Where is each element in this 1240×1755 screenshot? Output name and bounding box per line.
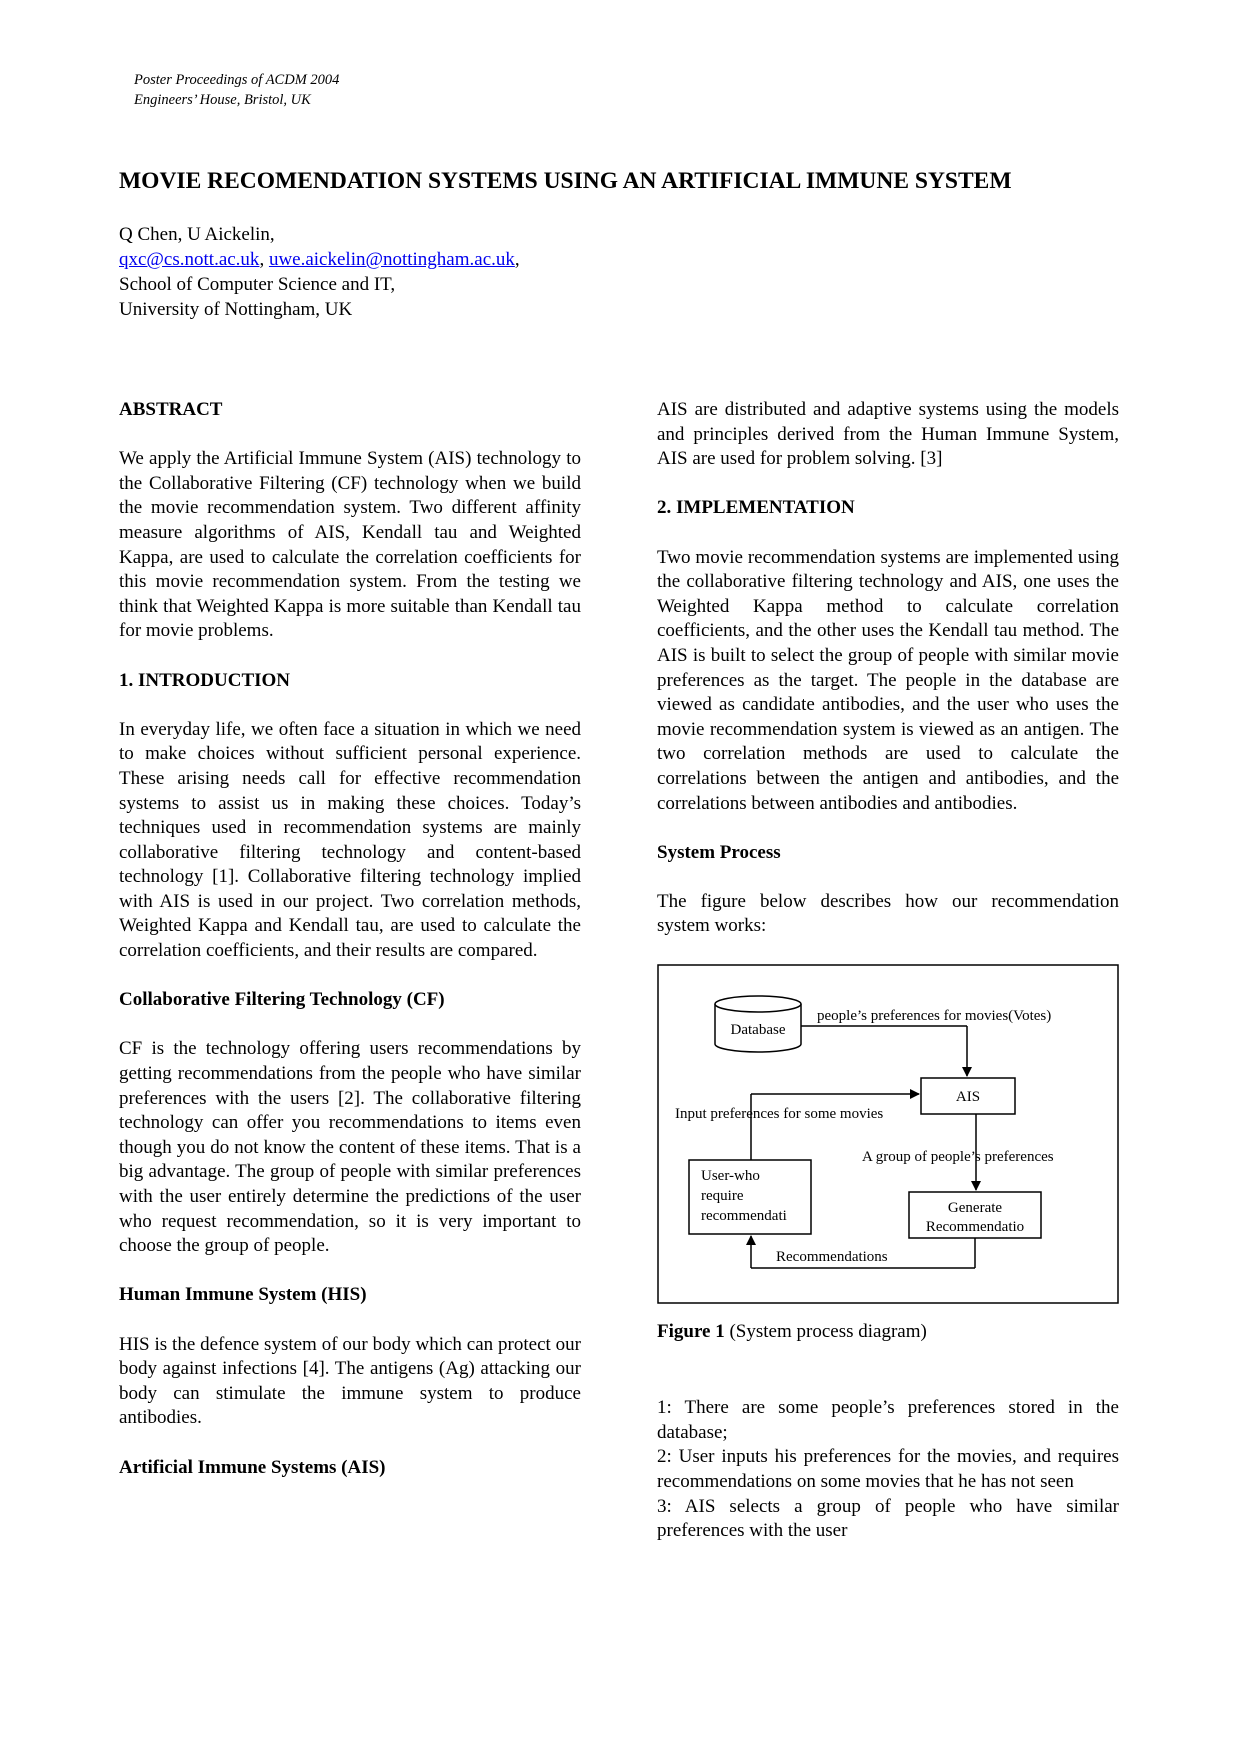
his-heading: Human Immune System (HIS): [119, 1284, 367, 1306]
cf-heading: Collaborative Filtering Technology (CF): [119, 989, 445, 1011]
group-label: A group of people’s preferences: [862, 1148, 1054, 1165]
author-names: Q Chen, U Aickelin,: [119, 224, 275, 245]
paper-title: MOVIE RECOMENDATION SYSTEMS USING AN ARTIFICIAL IMMUNE SYSTEM: [119, 168, 1012, 194]
right-column: [657, 398, 1119, 1544]
database-node: [715, 996, 801, 1052]
proceedings-venue: Engineers’ House, Bristol, UK: [134, 92, 311, 108]
figure-label: Figure 1: [657, 1320, 725, 1342]
generate-node-line1: Generate: [947, 1199, 1003, 1216]
email-link-aickelin[interactable]: uwe.aickelin@nottingham.ac.uk: [268, 249, 515, 270]
implementation-heading: 2. IMPLEMENTATION: [657, 497, 855, 519]
figure-caption-text: (System process diagram): [724, 1320, 927, 1342]
system-process-text: The figure below describes how our recommendation system works:: [657, 890, 1119, 937]
author-emails: [119, 247, 520, 272]
ais-node-label: AIS: [955, 1088, 981, 1105]
ais-heading: Artificial Immune Systems (AIS): [119, 1456, 386, 1478]
ais-text: AIS are distributed and adaptive systems using the models and principles derived from the Human Immune System, AIS are used for problem solving. [3]: [657, 399, 1119, 470]
cf-text: CF is the technology offering users recommendations by getting recommendations from the people who have similar preferences with the users [2]. The collaborative filtering technology can offer you recommendations to items even though you do not know the content of these items. That is a big advantage. The group of people with similar preferences with the user entirely determine the predictions of the user who request recommendation, so it is very important to choose the group of people.: [119, 1038, 581, 1257]
process-step-3: 3: AIS selects a group of people who have similar preferences with the user: [657, 1495, 1119, 1542]
recommendations-label: Recommendations: [776, 1248, 888, 1265]
user-node-line2: require: [701, 1187, 744, 1204]
proceedings-name: Poster Proceedings of ACDM 2004: [134, 72, 340, 88]
his-text: HIS is the defence system of our body which can protect our body against infections [4]. The antigens (Ag) attacking our body can stimulate the immune system to produce antibodies.: [119, 1333, 581, 1429]
author-block: [119, 222, 520, 322]
abstract-heading: ABSTRACT: [119, 399, 223, 420]
system-process-diagram: [657, 964, 1119, 1304]
process-step-2: 2: User inputs his preferences for the movies, and requires recommendations on some movies that he has not seen: [657, 1446, 1119, 1493]
introduction-heading: 1. INTRODUCTION: [119, 669, 291, 691]
email-link-chen[interactable]: qxc@cs.nott.ac.uk: [119, 249, 260, 270]
ais-node: [921, 1078, 1015, 1114]
introduction-text: In everyday life, we often face a situation in which we need to make choices without sufficient personal experience. These arising needs call for effective recommendation systems to assist us in making these choices. Today’s techniques used in recommendation systems are mainly collaborative filtering technology and content-based technology [1]. Collaborative filtering technology implied with AIS is used in our project. Two correlation methods, Weighted Kappa and Kendall tau, are used to calculate the correlation coefficients, and their results are compared.: [119, 718, 581, 962]
system-process-heading: System Process: [657, 841, 781, 863]
figure-caption: [657, 1320, 1119, 1345]
generate-node-line2: Recommendatio: [925, 1218, 1025, 1235]
left-column: [119, 398, 581, 1505]
user-node-line1: User-who: [701, 1167, 760, 1184]
user-node: [689, 1160, 811, 1234]
database-label: Database: [730, 1021, 786, 1038]
user-node-line3: recommendati: [701, 1207, 787, 1224]
input-label: Input preferences for some movies: [675, 1105, 884, 1122]
generate-node: [909, 1192, 1041, 1238]
proceedings-header: [134, 70, 339, 110]
votes-label: people’s preferences for movies(Votes): [817, 1007, 1052, 1024]
abstract-text: We apply the Artificial Immune System (AIS) technology to the Collaborative Filtering (CF) technology when we build the movie recommendation system. Two different affinity measure algorithms of AIS, Kendall tau and Weighted Kappa, are used to calculate the correlation coefficients for this movie recommendation system. From the testing we think that Weighted Kappa is more suitable than Kendall tau for movie problems.: [119, 448, 581, 642]
process-step-1: 1: There are some people’s preferences stored in the database;: [657, 1397, 1119, 1443]
affiliation-school: School of Computer Science and IT,: [119, 274, 396, 295]
affiliation-university: University of Nottingham, UK: [119, 299, 353, 320]
implementation-text: Two movie recommendation systems are implemented using the collaborative filtering technology and AIS, one uses the Weighted Kappa method to calculate correlation coefficients, and the other uses the Kendall tau method. The AIS is built to select the group of people with similar movie preferences as the target. The people in the database are viewed as candidate antibodies, and the user who uses the movie recommendation system is viewed as an antigen. The two correlation methods are used to calculate the correlations between the antigen and antibodies, and the correlations between antibodies and antibodies.: [657, 546, 1119, 814]
email-trail: ,: [514, 249, 520, 270]
email-separator: ,: [259, 249, 269, 270]
